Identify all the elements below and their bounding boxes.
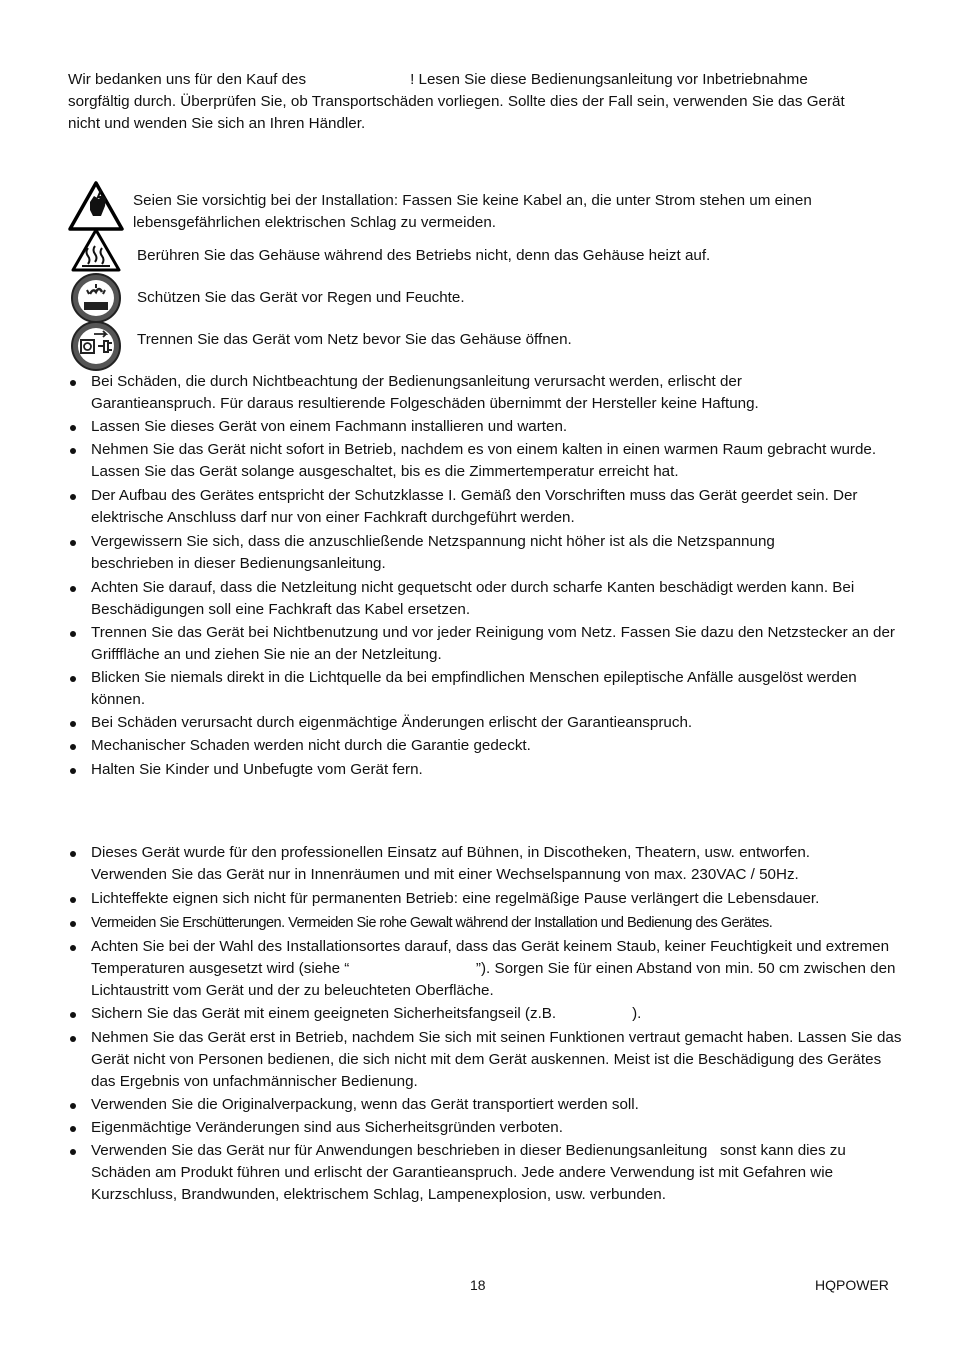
list-item: Halten Sie Kinder und Unbefugte vom Gerät fern. bbox=[68, 759, 898, 781]
list-item: Lichteffekte eignen sich nicht für permanenten Betrieb: eine regelmäßige Pause verlängert die Lebensdauer. bbox=[68, 888, 898, 910]
warning-text-moisture: Schützen Sie das Gerät vor Regen und Feuchte. bbox=[137, 289, 465, 306]
bullet-dot-icon bbox=[70, 631, 76, 637]
bullet-dot-icon bbox=[70, 425, 76, 431]
list-item: Dieses Gerät wurde für den professionellen Einsatz auf Bühnen, in Discotheken, Theatern, usw. entworfen. Verwenden Sie das Gerät nur in Innenräumen und mit einer Wechselspannung von max. 230VAC / 50Hz. bbox=[68, 842, 871, 886]
warning-text-disconnect: Trennen Sie das Gerät vom Netz bevor Sie das Gehäuse öffnen. bbox=[137, 331, 572, 348]
bullet-dot-icon bbox=[70, 921, 76, 927]
list-item: Sichern Sie das Gerät mit einem geeigneten Sicherheitsfangseil (z.B. ). bbox=[68, 1003, 898, 1025]
list-item: Achten Sie darauf, dass die Netzleitung nicht gequetscht oder durch scharfe Kanten beschädigt werden kann. Bei Beschädigungen soll eine Fachkraft das Kabel ersetzen. bbox=[68, 577, 921, 621]
bullet-dot-icon bbox=[70, 768, 76, 774]
list-item: Bei Schäden, die durch Nichtbeachtung der Bedienungsanleitung verursacht werden, erlischt der Garantieanspruch. Für daraus resultierende Folgeschäden übernimmt der Hersteller keine Haftung. bbox=[68, 371, 791, 415]
bullet-dot-icon bbox=[70, 1012, 76, 1018]
list-item: Nehmen Sie das Gerät nicht sofort in Betrieb, nachdem es von einem kalten in einen warmen Raum gebracht wurde. Lassen Sie das Gerät solange ausgeschaltet, bis es die Zimmertemperatur erreicht hat. bbox=[68, 439, 881, 483]
bullet-dot-icon bbox=[70, 897, 76, 903]
warning-text-hot: Berühren Sie das Gehäuse während des Betriebs nicht, denn das Gehäuse heizt auf. bbox=[137, 247, 711, 264]
page-number: 18 bbox=[470, 1277, 486, 1293]
bullet-dot-icon bbox=[70, 1126, 76, 1132]
bullet-dot-icon bbox=[70, 494, 76, 500]
bullet-dot-icon bbox=[70, 1103, 76, 1109]
list-item: Verwenden Sie die Originalverpackung, wenn das Gerät transportiert werden soll. bbox=[68, 1094, 898, 1116]
list-item: Eigenmächtige Veränderungen sind aus Sicherheitsgründen verboten. bbox=[68, 1117, 898, 1139]
bullet-dot-icon bbox=[70, 744, 76, 750]
bullet-dot-icon bbox=[70, 945, 76, 951]
safety-instructions-list bbox=[68, 371, 898, 781]
list-item: Der Aufbau des Gerätes entspricht der Schutzklasse I. Gemäß den Vorschriften muss das Gerät geerdet sein. Der elektrische Anschluss darf nur von einer Fachkraft durchgeführt werden. bbox=[68, 485, 891, 529]
list-item: Mechanischer Schaden werden nicht durch die Garantie gedeckt. bbox=[68, 735, 898, 757]
list-item: Vergewissern Sie sich, dass die anzuschließende Netzspannung nicht höher ist als die Netzspannung beschrieben in dieser Bedienungsanleitung. bbox=[68, 531, 836, 575]
bullet-dot-icon bbox=[70, 586, 76, 592]
bullet-dot-icon bbox=[70, 851, 76, 857]
bullet-dot-icon bbox=[70, 676, 76, 682]
electric-shock-warning-icon bbox=[68, 180, 124, 232]
list-item: Blicken Sie niemals direkt in die Lichtquelle da bei empfindlichen Menschen epileptische Anfälle ausgelöst werden können. bbox=[68, 667, 861, 711]
bullet-dot-icon bbox=[70, 1149, 76, 1155]
hot-surface-warning-icon bbox=[71, 228, 121, 272]
protect-from-moisture-icon bbox=[70, 272, 122, 324]
list-item: Verwenden Sie das Gerät nur für Anwendungen beschrieben in dieser Bedienungsanleitung sonst kann dies zu Schäden am Produkt führen und erlischt der Garantieanspruch. Jede andere Verwendung ist mit Gefahren wie Kurzschluss, Brandwunden, elektrischem Schlag, Lampenexplosion, usw. verbunden. bbox=[68, 1140, 906, 1206]
bullet-dot-icon bbox=[70, 380, 76, 386]
intro-line-1: Wir bedanken uns für den Kauf des ! Lesen Sie diese Bedienungsanleitung vor Inbetriebnahme bbox=[68, 71, 808, 88]
list-item: Nehmen Sie das Gerät erst in Betrieb, nachdem Sie sich mit seinen Funktionen vertraut gemacht haben. Lassen Sie das Gerät nicht von Personen bedienen, die sich nicht mit dem Gerät auskennen. Meist ist die Beschädigung des Gerätes das Ergebnis von unfachmännischer Bedienung. bbox=[68, 1027, 906, 1093]
list-item: Lassen Sie dieses Gerät von einem Fachmann installieren und warten. bbox=[68, 416, 898, 438]
intro-line-3: nicht und wenden Sie sich an Ihren Händler. bbox=[68, 115, 366, 132]
footer-brand: HQPOWER bbox=[815, 1277, 889, 1293]
intro-line-2: sorgfältig durch. Überprüfen Sie, ob Transportschäden vorliegen. Sollte dies der Fall sein, verwenden Sie das Gerät bbox=[68, 93, 845, 110]
list-item: Vermeiden Sie Erschütterungen. Vermeiden Sie rohe Gewalt während der Installation und Bedienung des Gerätes. bbox=[68, 912, 898, 934]
usage-guidelines-list bbox=[68, 842, 902, 1206]
list-item: Bei Schäden verursacht durch eigenmächtige Änderungen erlischt der Garantieanspruch. bbox=[68, 712, 898, 734]
bullet-dot-icon bbox=[70, 540, 76, 546]
bullet-dot-icon bbox=[70, 721, 76, 727]
intro-paragraph bbox=[68, 69, 898, 135]
bullet-dot-icon bbox=[70, 1036, 76, 1042]
warning-text-electric: Seien Sie vorsichtig bei der Installation: Fassen Sie keine Kabel an, die unter Strom stehen um einen lebensgefährlichen elektrischen Schlag zu vermeiden. bbox=[133, 192, 812, 231]
list-item: Achten Sie bei der Wahl des Installationsortes darauf, dass das Gerät keinem Staub, keiner Feuchtigkeit und extremen Temperaturen ausgesetzt wird (siehe “ ”). Sorgen Sie für einen Abstand von min. 50 cm zwischen den Lichtaustritt vom Gerät und der zu beleuchteten Oberfläche. bbox=[68, 936, 906, 1002]
disconnect-mains-icon bbox=[70, 320, 122, 372]
bullet-dot-icon bbox=[70, 448, 76, 454]
list-item: Trennen Sie das Gerät bei Nichtbenutzung und vor jeder Reinigung vom Netz. Fassen Sie dazu den Netzstecker an der Grifffläche an und ziehen Sie nie an der Netzleitung. bbox=[68, 622, 906, 666]
